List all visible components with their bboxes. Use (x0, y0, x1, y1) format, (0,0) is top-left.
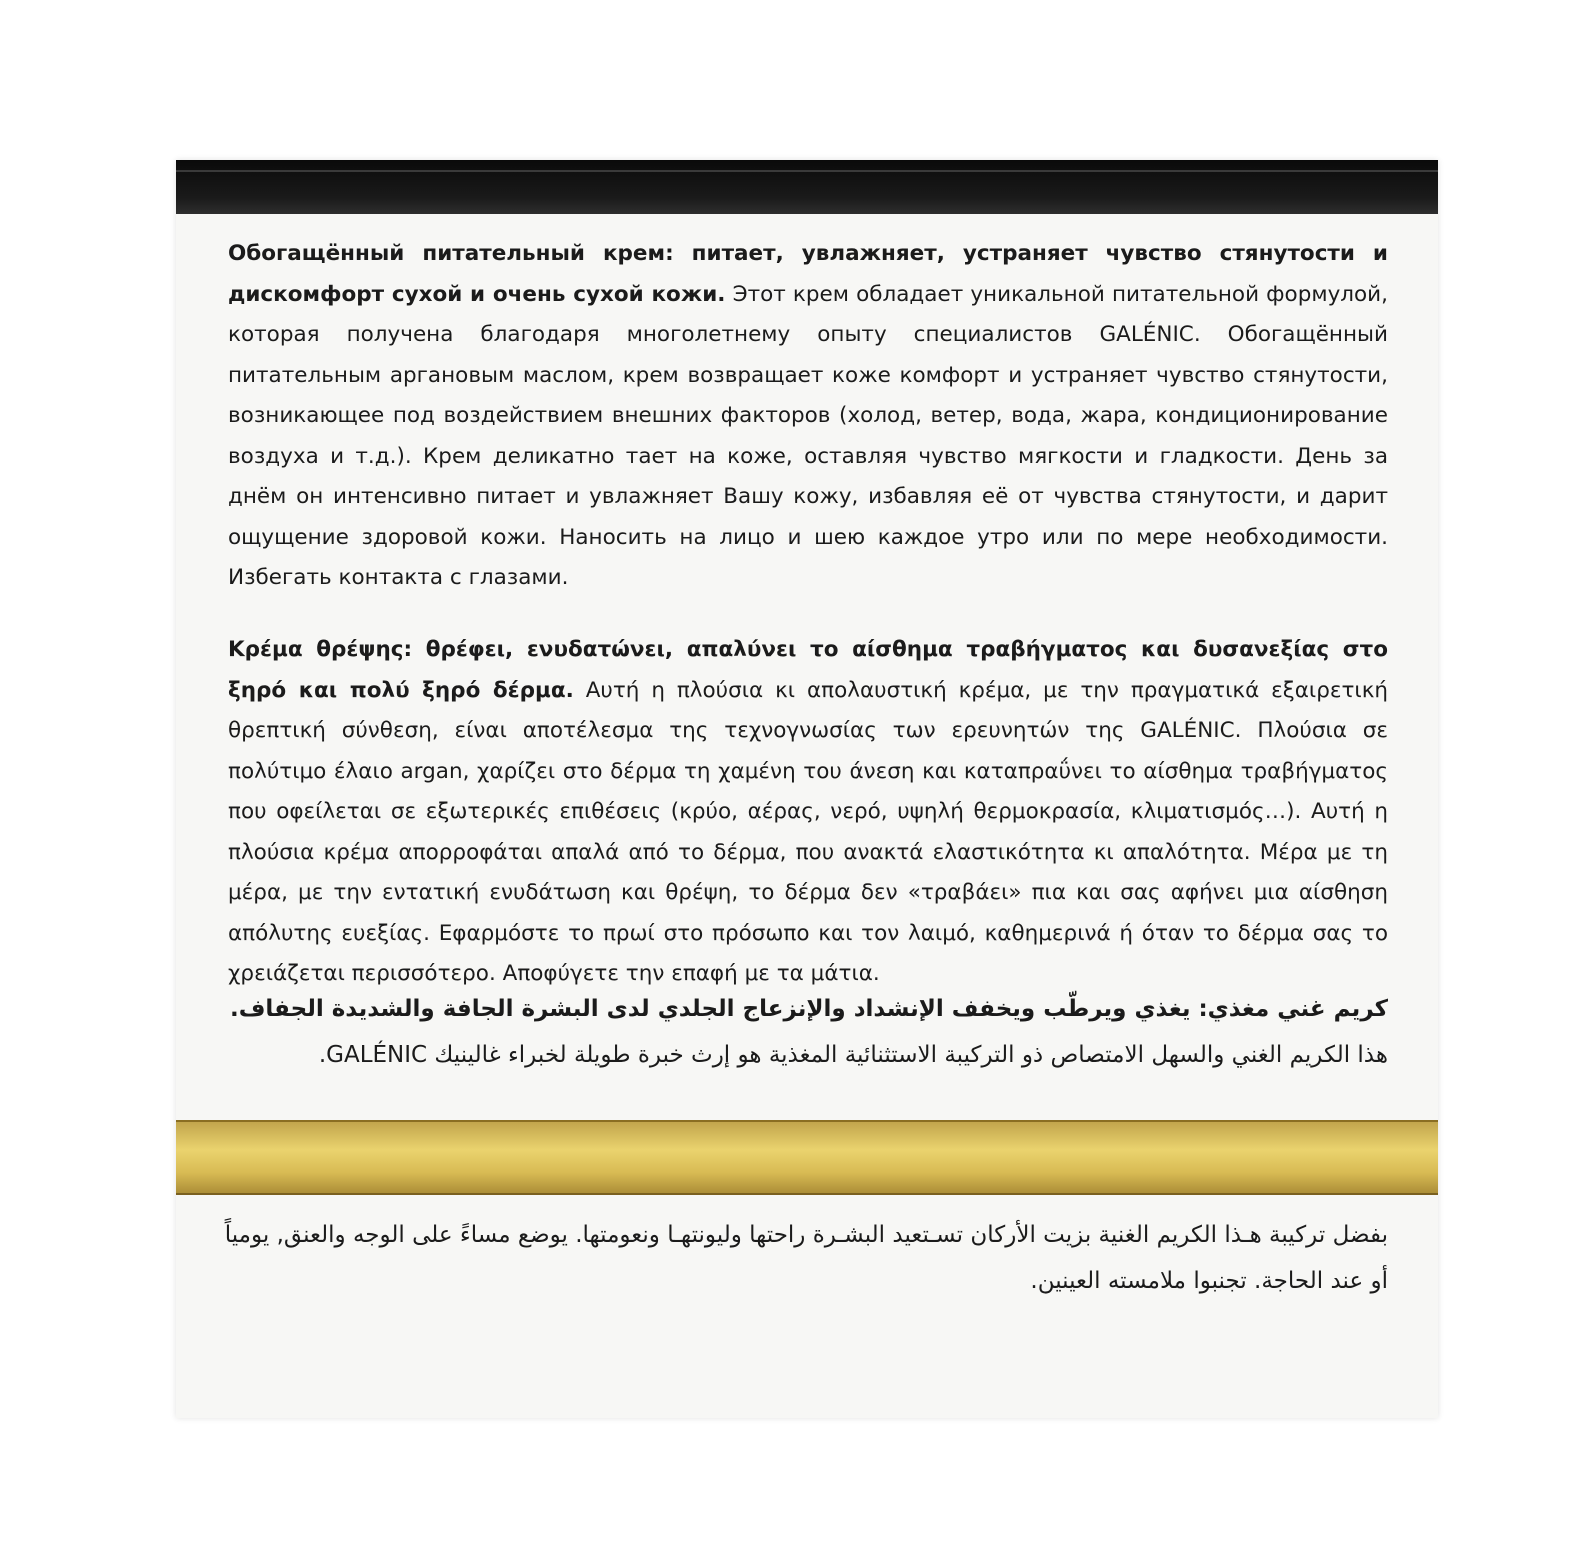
russian-description (228, 234, 1388, 599)
product-box-side (176, 160, 1438, 1418)
greek-body: Αυτή η πλούσια κι απολαυστική κρέμα, με την πραγματικά εξαιρετική θρεπτική σύνθεση, είναι αποτέλεσμα της τεχνογνωσίας των ερευνητών της GALÉNIC. Πλούσια σε πολύτιμο έλαιο argan, χαρίζει στο δέρμα τη χαμένη του άνεση και καταπραΰνει το αίσθημα τραβήγματος που οφείλεται σε εξωτερικές επιθέσεις (κρύο, αέρας, νερό, υψηλή θερμοκρασία, κλιματισμός…). Αυτή η πλούσια κρέμα απορροφάται απαλά από το δέρμα, που ανακτά ελαστικότητα κι απαλότητα. Μέρα με τη μέρα, με την εντατική ενυδάτωση και θρέψη, το δέρμα δεν «τραβάει» πια και σας αφήνει μια αίσθηση απόλυτης ευεξίας. Εφαρμόστε το πρωί στο πρόσωπο και τον λαιμό, καθημερινά ή όταν το δέρμα σας το χρειάζεται περισσότερο. Αποφύγετε την επαφή με τα μάτια. (228, 677, 1388, 986)
arabic-description (216, 986, 1388, 1078)
arabic-heading: كريم غني مغذي: يغذي ويرطّب ويخفف الإنشداد والإنزعاج الجلدي لدى البشرة الجافة والشديدة الجفاف. (229, 996, 1388, 1022)
russian-heading: Обогащённый питательный крем: питает, увлажняет, устраняет чувство стянутости и дискомфорт сухой и очень сухой кожи. (228, 241, 1388, 307)
greek-heading: Κρέμα θρέψης: θρέφει, ενυδατώνει, απαλύνει το αίσθημα τραβήγματος και δυσανεξίας στο ξηρό και πολύ ξηρό δέρμα. (228, 637, 1388, 703)
russian-body: Этот крем обладает уникальной питательной формулой, которая получена благодаря многолетнему опыту специалистов GALÉNIC. Обогащённый питательным аргановым маслом, крем возвращает коже комфорт и устраняет чувство стянутости, возникающее под воздействием внешних факторов (холод, ветер, вода, жара, кондиционирование воздуха и т.д.). Крем деликатно тает на коже, оставляя чувство мягкости и гладкости. День за днём он интенсивно питает и увлажняет Вашу кожу, избавляя её от чувства стянутости, и дарит ощущение здоровой кожи. Наносить на лицо и шею каждое утро или по мере необходимости. Избегать контакта с глазами. (228, 281, 1388, 590)
arabic-continuation: بفضل تركيبة هـذا الكريم الغنية بزيت الأركان تسـتعيد البشـرة راحتها وليونتهـا ونعومتها. يوضع مساءً على الوجه والعنق, يومياً أو عند الحاجة. تجنبوا ملامسته العينين. (224, 1222, 1388, 1294)
black-top-band (176, 160, 1438, 214)
greek-description (228, 630, 1388, 995)
arabic-line-2: هذا الكريم الغني والسهل الامتصاص ذو التركيبة الاستثنائية المغذية هو إرث خبرة طويلة لخبراء غالينيك GALÉNIC. (318, 1042, 1388, 1068)
gold-foil-band (176, 1120, 1438, 1195)
